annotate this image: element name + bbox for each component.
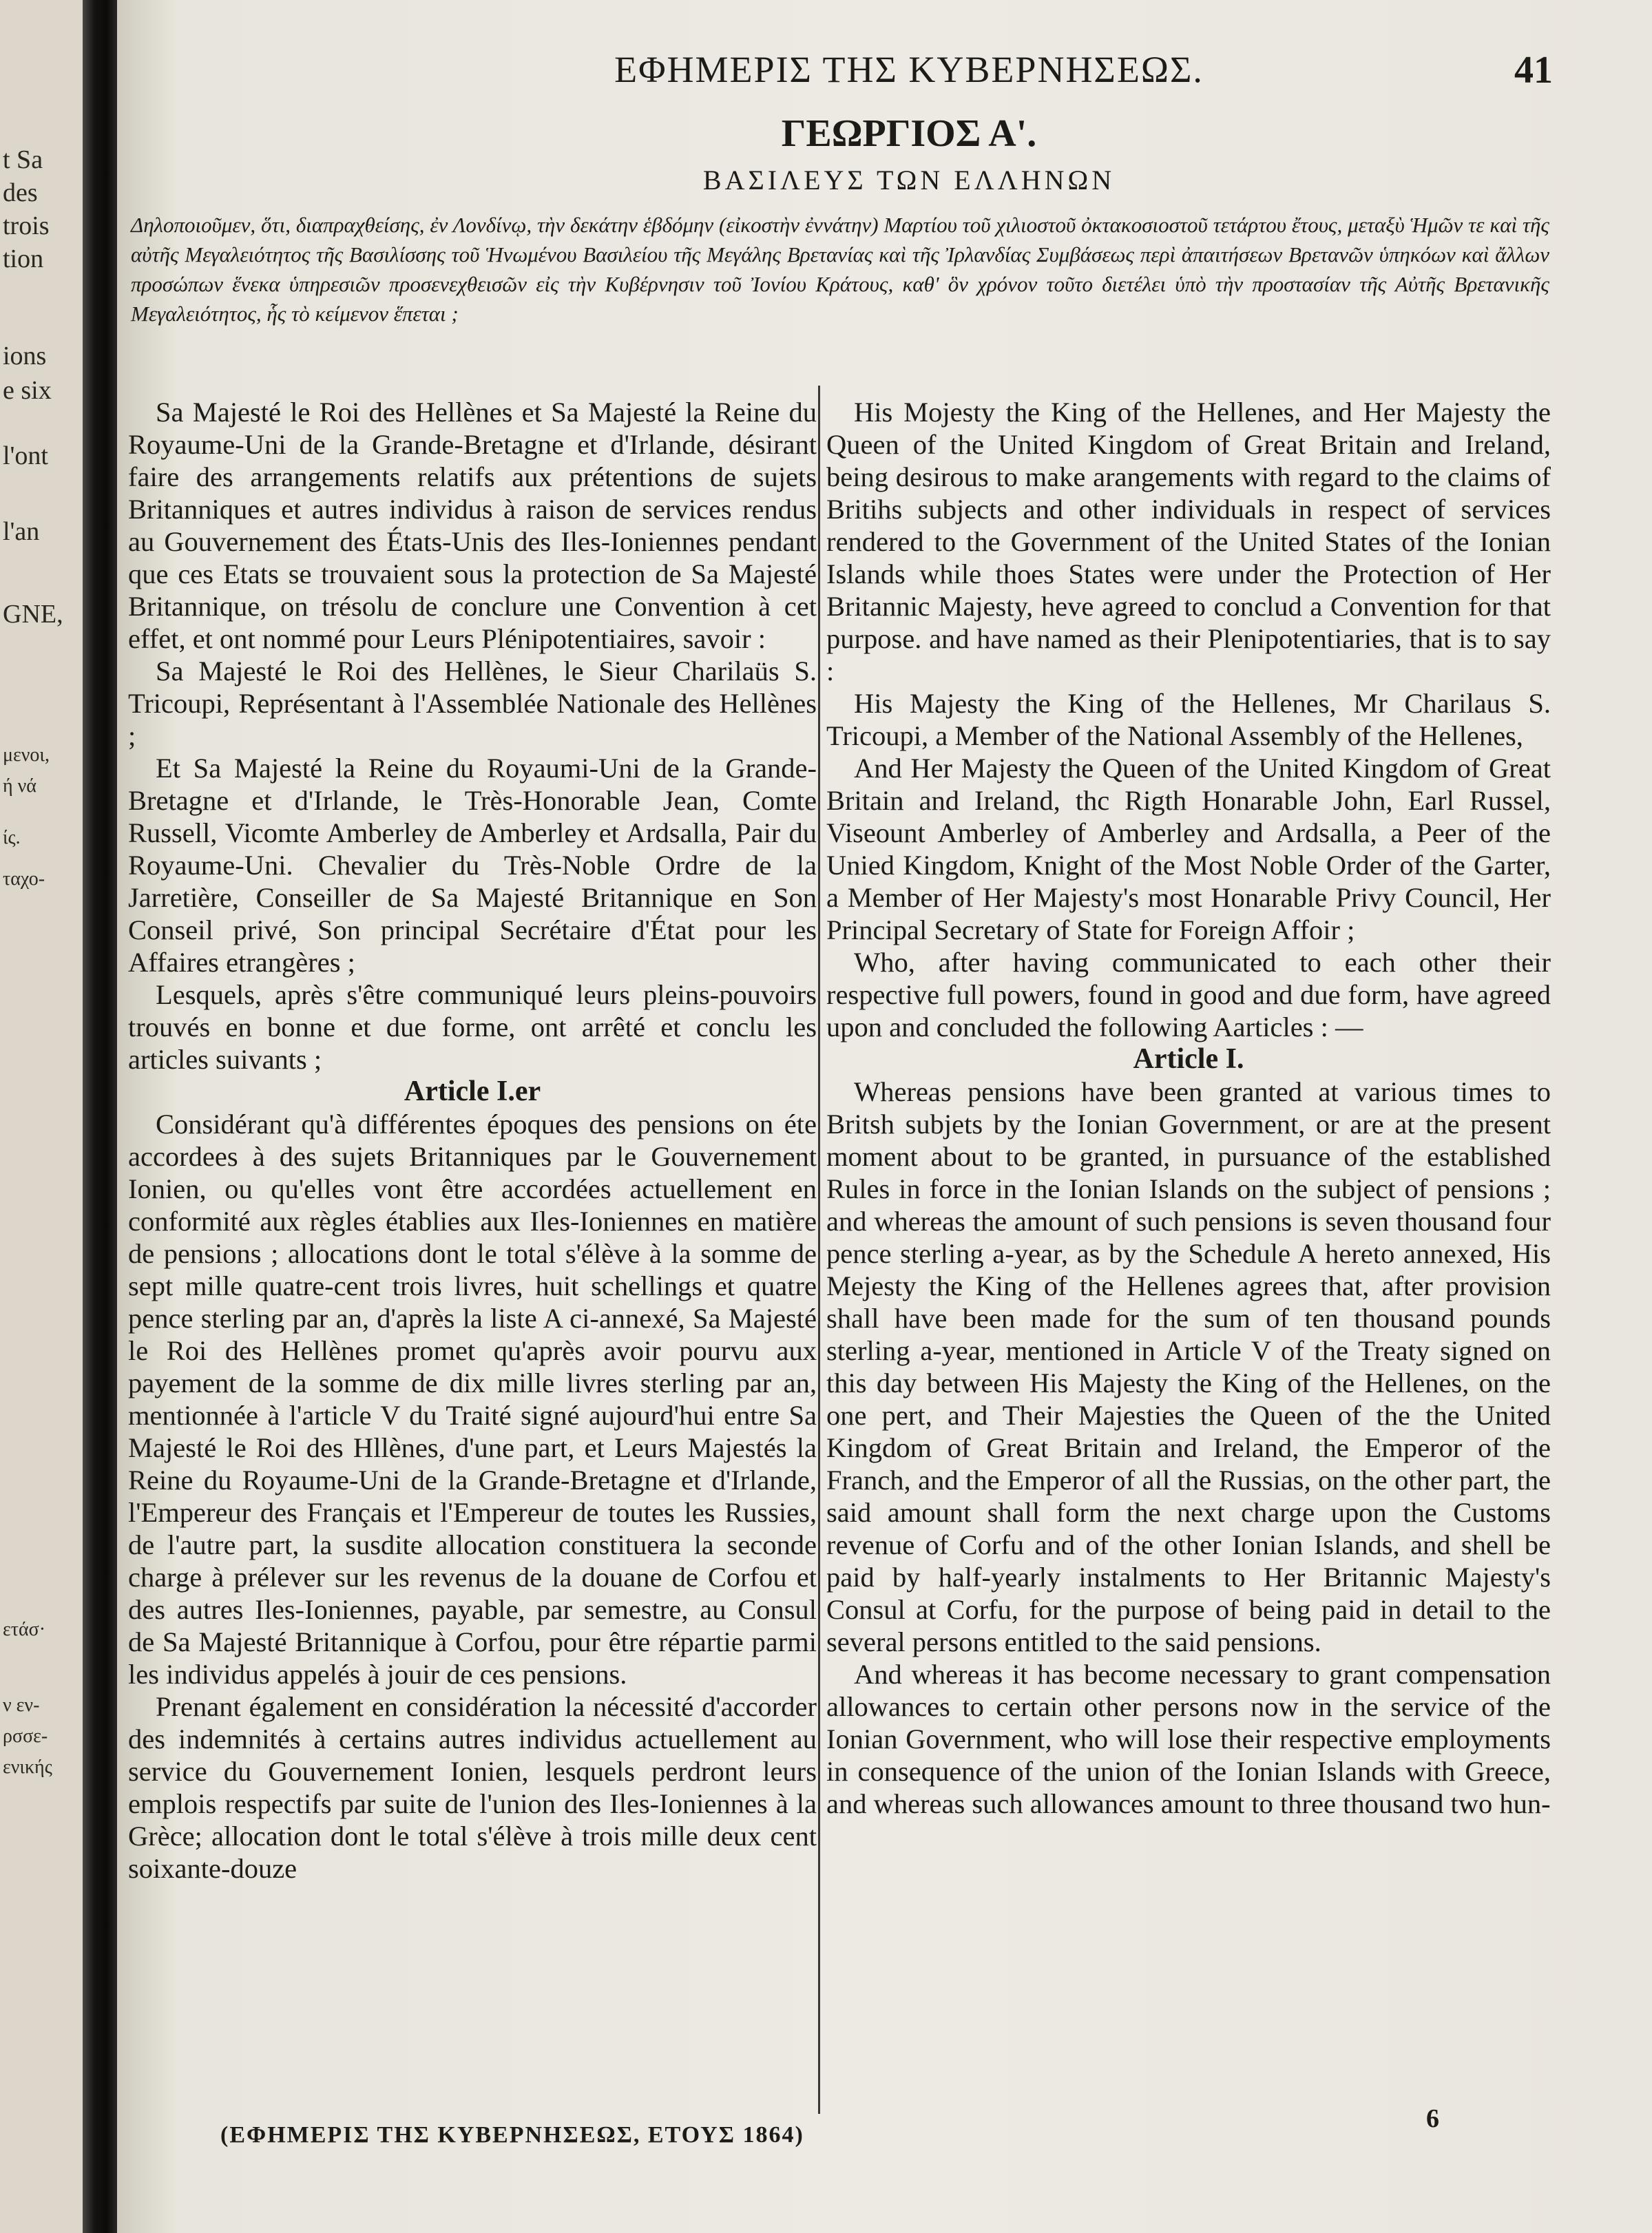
prev-page-fragment: des xyxy=(3,178,38,207)
footer-gazette-title: (ΕΦΗΜΕΡΙΣ ΤΗΣ ΚΥΒΕΡΝΗΣΕΩΣ, ΕΤΟΥΣ 1864) xyxy=(220,2122,804,2148)
english-paragraph: His Mojesty the King of the Hellenes, and Her Majesty the Queen of the United Kingdom of Great Britain and Ireland, being desirous to make arangements with regard to the claims of Britihs subjects and other individuals in respect of services rendered to the Government of the United States of the Ionian Islands while thoes States were under the Protection of Her Britannic Majesty, heve agreed to conclud a Convention for that purpose. and have named as their Plenipotentiaries, that is to say : xyxy=(826,397,1551,686)
gazette-page xyxy=(117,0,1652,2233)
french-paragraph: Considérant qu'à différentes époques des pensions on éte accordees à des sujets Britanniques par le Gouvernement Ionien, ou qu'elles vont être accordées actuellement en conformité aux règles établies aux Iles-Ioniennes en matière de pensions ; allocations dont le total s'élève à la somme de sept mille quatre-cent trois livres, huit schellings et quatre pence sterling par an, d'après la liste A ci-annexé, Sa Majesté le Roi des Hellènes promet qu'après avoir pourvu aux payement de la somme de dix mille livres sterling par an, mentionnée à l'article V du Traité signé aujourd'hui entre Sa Majesté le Roi des Hllènes, d'une part, et Leurs Majestés la Reine du Royaume-Uni de la Grande-Bretagne et d'Irlande, l'Empereur des Français et l'Empereur de toutes les Russies, de l'autre part, la susdite allocation constituera la seconde charge à prélever sur les revenus de la douane de Corfou et des autres Iles-Ioniennes, payable, par semestre, au Consul de Sa Majesté Britannique à Corfou, pour être répartie parmi les individus appelés à jouir de ces pensions. xyxy=(128,1109,817,1690)
prev-page-fragment: ίς. xyxy=(3,827,21,848)
prev-page-fragment: ενικής xyxy=(3,1757,52,1778)
english-paragraph: And whereas it has become necessary to grant compensation allowances to certain other persons now in the service of the Ionian Government, who will lose their respective employments in consequence of the union of the Ionian Islands with Greece, and whereas such allowances amount to three thousand two hun- xyxy=(826,1659,1551,1819)
book-spine xyxy=(83,0,117,2233)
running-header: ΕΦΗΜΕΡΙΣ ΤΗΣ ΚΥΒΕΡΝΗΣΕΩΣ. xyxy=(614,49,1204,90)
english-paragraph: Who, after having communicated to each other their respective full powers, found in good and due form, have agreed upon and concluded the following Aarticles : — xyxy=(826,947,1551,1042)
greek-preamble: Δηλοποιοῦμεν, ὅτι, διαπραχθείσης, ἐν Λονδίνῳ, τὴν δεκάτην ἑβδόμην (εἰκοστὴν ἐννάτην) Μαρτίου τοῦ χιλιοστοῦ ὀκτακοσιοστοῦ τετάρτου ἔτους, μεταξὺ Ἡμῶν τε καὶ τῆς αὐτῆς Μεγαλειότητος τῆς Βασιλίσσης τοῦ Ἡνωμένου Βασιλείου τῆς Μεγάλης Βρετανίας καὶ τῆς Ἰρλανδίας Συμβάσεως περὶ ἀπαιτήσεων Βρετανῶν ὑπηκόων καὶ ἄλλων προσώπων ἕνεκα ὑπηρεσιῶν προσενεχθεισῶν εἰς τὴν Κυβέρνησιν τοῦ Ἰονίου Κράτους, καθ' ὃν χρόνον τοῦτο διετέλει ὑπὸ τὴν προστασίαν τῆς Αὐτῆς Βρετανικῆς Μεγαλειότητος, ἧς τὸ κείμενον ἕπεται ; xyxy=(131,213,1549,326)
prev-page-fragment: ρσσε- xyxy=(3,1726,48,1747)
french-paragraph: Prenant également en considération la nécessité d'accorder des indemnités à certains autres individus actuellement au service du Gouvernement Ionien, lesquels perdront leurs emplois respectifs par suite de l'union des Iles-Ioniennes à la Grèce; allocation dont le total s'élève à trois mille deux cent soixante-douze xyxy=(128,1691,817,1884)
prev-page-fragment: trois xyxy=(3,211,50,240)
column-divider xyxy=(818,386,820,2114)
french-paragraph: Sa Majesté le Roi des Hellènes, le Sieur Charilaüs S. Tricoupi, Représentant à l'Assemblée Nationale des Hellènes ; xyxy=(128,656,817,751)
page-number: 41 xyxy=(1514,49,1553,92)
prev-page-fragment: l'an xyxy=(3,517,40,546)
french-paragraph: Et Sa Majesté la Reine du Royaumi-Uni de la Grande-Bretagne et d'Irlande, le Très-Honorable Jean, Comte Russell, Vicomte Amberley de Amberley et Ardsalla, Pair du Royaume-Uni. Chevalier du Très-Noble Ordre de la Jarretière, Conseiller de Sa Majesté Britannique en Son Conseil privé, Son principal Secrétaire d'État pour les Affaires etrangères ; xyxy=(128,753,817,978)
sheet-number: 6 xyxy=(1426,2104,1439,2133)
prev-page-fragment: ετάσ· xyxy=(3,1619,46,1640)
prev-page-fragment: t Sa xyxy=(3,145,43,174)
prev-page-fragment: ή νά xyxy=(3,775,36,797)
french-article-heading: Article I.er xyxy=(404,1076,541,1107)
french-paragraph: Sa Majesté le Roi des Hellènes et Sa Majesté la Reine du Royaume-Uni de la Grande-Bretagne et d'Irlande, désirant faire des arrangements relatifs aux prétentions de sujets Britanniques et autres individus à raison de services rendus au Gouvernement des États-Unis des Iles-Ioniennes pendant que ces Etats se trouvaient sous la protection de Sa Majesté Britannique, on trésolu de conclure une Convention à cet effet, et ont nommé pour Leurs Plénipotentiaires, savoir : xyxy=(128,397,817,654)
prev-page-fragment: tion xyxy=(3,244,44,273)
english-paragraph: Whereas pensions have been granted at various times to Britsh subjets by the Ionian Government, or are at the present moment about to be granted, in pursuance of the established Rules in force in the Ionian Islands on the subject of pensions ; and whereas the amount of such pensions is seven thousand four pence sterling a-year, as by the Schedule A hereto annexed, His Mejesty the King of the Hellenes agrees that, after provision shall have been made for the sum of ten thousand pounds sterling a-year, mentioned in Article V of the Treaty signed on this day between His Majesty the King of the Hellenes, on the one pert, and Their Majesties the Queen of the the United Kingdom of Great Britain and Ireland, the Emperor of the Franch, and the Emperor of all the Russias, on the other part, the said amount shall form the next charge upon the Customs revenue of Corfu and of the other Ionian Islands, and shell be paid by half-yearly instalments to Her Britannic Majesty's Consul at Corfu, for the purpose of being paid in detail to the several persons entitled to the said pensions. xyxy=(826,1076,1551,1657)
decree-subtitle: ΒΑΣΙΛΕΥΣ ΤΩΝ ΕΛΛΗΝΩΝ xyxy=(702,165,1116,196)
prev-page-fragment: μενοι, xyxy=(3,744,50,766)
english-paragraph: His Majesty the King of the Hellenes, Mr Charilaus S. Tricoupi, a Member of the National Assembly of the Hellenes, xyxy=(826,688,1551,751)
prev-page-fragment: ν εν- xyxy=(3,1695,40,1716)
prev-page-fragment: ταχο- xyxy=(3,868,45,890)
prev-page-fragment: l'ont xyxy=(3,441,48,470)
previous-page-edge xyxy=(0,0,83,2233)
english-article-heading: Article I. xyxy=(1133,1043,1244,1075)
english-column xyxy=(826,396,1551,2110)
decree-title: ΓΕΩΡΓΙΟΣ Α'. xyxy=(781,112,1037,155)
prev-page-fragment: ions xyxy=(3,342,47,370)
prev-page-fragment: e six xyxy=(3,376,52,405)
french-paragraph: Lesquels, après s'être communiqué leurs pleins-pouvoirs trouvés en bonne et due forme, ont arrêté et conclu les articles suivants ; xyxy=(128,979,817,1075)
prev-page-fragment: GNE, xyxy=(3,600,63,629)
english-paragraph: And Her Majesty the Queen of the United Kingdom of Great Britain and Ireland, thc Rigth Honarable John, Earl Russel, Viseount Amberley of Amberley and Ardsalla, a Peer of the Unied Kingdom, Knight of the Most Noble Order of the Garter, a Member of Her Majesty's most Honarable Privy Council, Her Principal Secretary of State for Foreign Affoir ; xyxy=(826,753,1551,945)
french-column xyxy=(128,396,817,2110)
